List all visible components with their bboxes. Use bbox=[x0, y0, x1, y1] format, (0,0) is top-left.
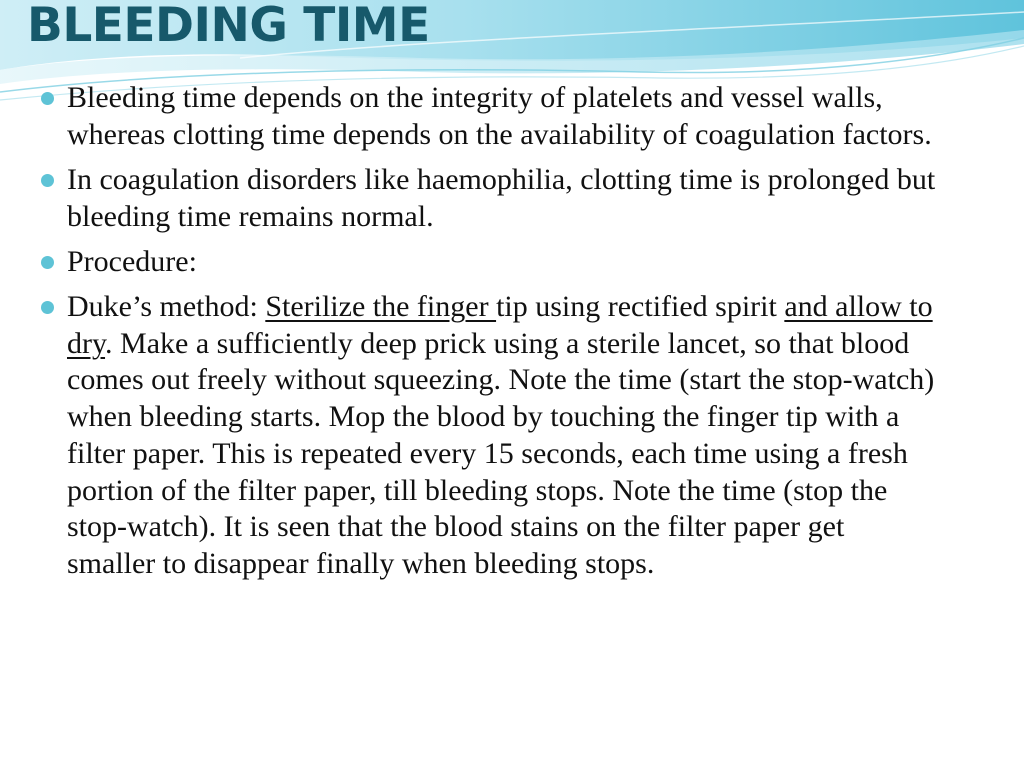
bullet-list bbox=[0, 80, 1000, 591]
bullet-dot-icon bbox=[41, 174, 54, 187]
bullet-middle-text: tip using rectified spirit bbox=[496, 290, 785, 324]
bullet-item bbox=[0, 162, 1000, 235]
bullet-item-duke-method bbox=[0, 289, 1000, 583]
bullet-text: Bleeding time depends on the integrity of platelets and vessel walls, whereas clotting time depends on the availability of coagulation factors. bbox=[67, 81, 932, 151]
bullet-lead-text: Duke’s method: bbox=[67, 290, 266, 324]
bullet-item bbox=[0, 80, 1000, 153]
underlined-text-allow-to-dry: and allow to dry bbox=[67, 290, 933, 360]
bullet-text: Procedure: bbox=[67, 244, 197, 278]
bullet-dot-icon bbox=[41, 301, 54, 314]
bullet-text: In coagulation disorders like haemophilia, clotting time is prolonged but bleeding time remains normal. bbox=[67, 162, 936, 233]
underlined-text-sterilize: Sterilize the finger bbox=[265, 290, 497, 324]
bullet-rest-text: . Make a sufficiently deep prick using a sterile lancet, so that blood comes out freely without squeezing. Note the time (start the stop-watch) when bleeding starts. Mop the blood by touching the finger tip with a filter paper. This is repeated every 15 seconds, each time using a fresh portion of the filter paper, till bleeding stops. Note the time (stop the stop-watch). It is seen that the blood stains on the filter paper get smaller to disappear finally when bleeding stops. bbox=[67, 326, 935, 580]
slide-title: BLEEDING TIME bbox=[27, 0, 430, 53]
bullet-item bbox=[0, 244, 1000, 281]
bullet-dot-icon bbox=[41, 256, 54, 269]
bullet-dot-icon bbox=[41, 92, 54, 105]
